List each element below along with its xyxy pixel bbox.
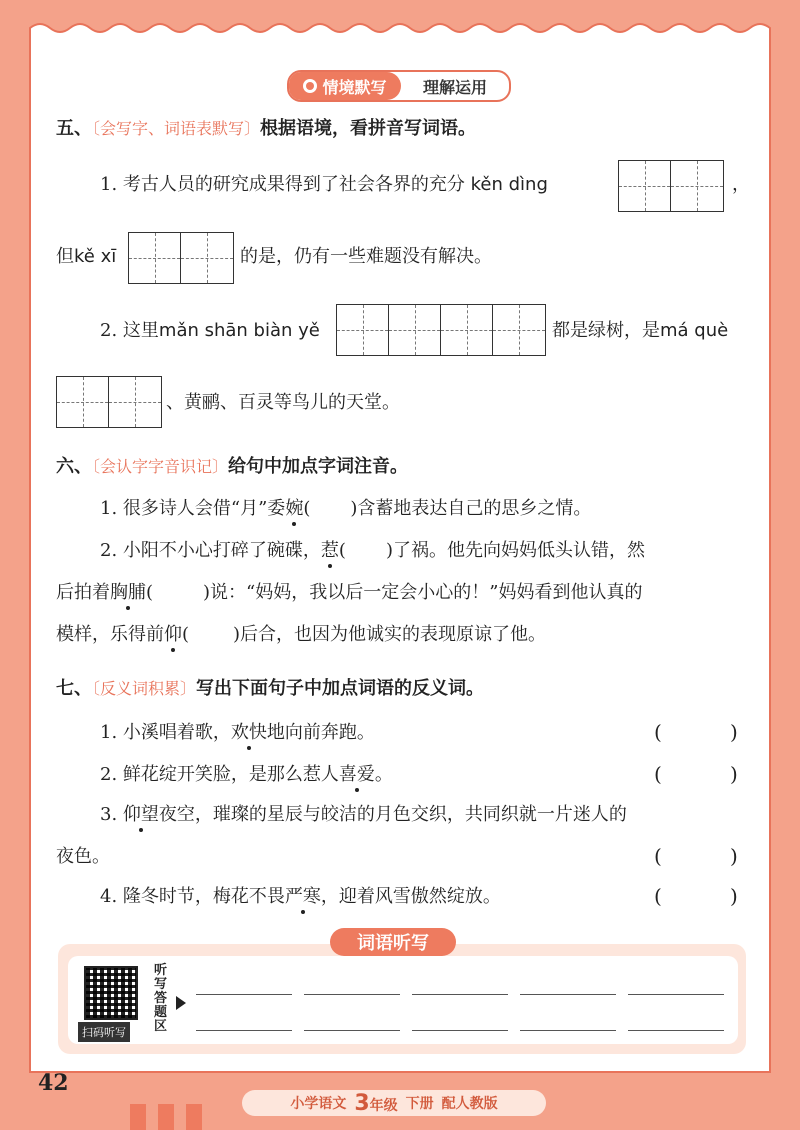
s7-q3-line1 [100, 806, 627, 824]
s6-q2-line1 [100, 542, 645, 560]
s7-q1-paren-open: ( [654, 720, 662, 744]
s7-q4-b: ，迎着风雪傲然绽放。 [320, 886, 501, 907]
dictation-line[interactable] [304, 1030, 400, 1031]
footer-volume: 下册 [405, 1096, 434, 1112]
s6-q1 [100, 500, 591, 518]
section6-tag: 〔会认字字音识记〕 [92, 457, 229, 476]
dictation-line[interactable] [304, 994, 400, 995]
s5-q2-mid [552, 322, 728, 340]
s6-q2-l3-dotted: 仰 [164, 624, 182, 645]
footer-edition: 配人教版 [441, 1096, 498, 1112]
section-header-badge [287, 70, 511, 102]
dictation-line[interactable] [196, 994, 292, 995]
s7-q1-paren-close: ) [730, 720, 738, 744]
s6-q2-l2-a: 后拍着 [56, 582, 110, 603]
dictation-inner [68, 956, 738, 1044]
s7-q1-b: 地向前奔跑。 [266, 722, 375, 743]
s5-q1-line2-prefix [56, 248, 116, 266]
s5-q2-prefix: 2. 这里 [100, 320, 159, 341]
clock-icon [303, 79, 317, 93]
s5-q1-text: 1. 考古人员的研究成果得到了社会各界的充分 [100, 174, 465, 195]
dictation-line[interactable] [412, 994, 508, 995]
dictation-line[interactable] [196, 1030, 292, 1031]
s7-q4 [100, 888, 501, 906]
section6-title: 给句中加点字词注音。 [228, 456, 409, 477]
s6-q2-c: )了祸。他先向妈妈低头认错，然 [385, 540, 645, 561]
page-number: 42 [38, 1070, 69, 1096]
s7-q1-answer-blank[interactable] [668, 720, 728, 744]
s6-q2-l3-a: 模样，乐得前 [56, 624, 164, 645]
s5-q2-line1 [100, 322, 320, 340]
s7-q3-b: 夜空，璀璨的星辰与皎洁的月色交织，共同织就一片迷人的 [158, 804, 627, 825]
s5-q2b-suffix: 、黄鹂、百灵等鸟儿的天堂。 [166, 392, 400, 413]
s6-q2-l2-open: ( [146, 582, 154, 603]
s5-q2-mid-text: 都是绿树，是 [552, 320, 660, 341]
arrow-right-icon [176, 996, 186, 1010]
s7-q1-a: 1. 小溪唱着歌， [100, 722, 231, 743]
section6-heading [56, 458, 408, 476]
s7-q3-dotted: 仰望 [122, 804, 159, 825]
section7-num: 七、 [56, 678, 92, 699]
s6-q1-a: 1. 很多诗人会借“月”委 [100, 498, 286, 519]
qr-label: 扫码听写 [78, 1022, 130, 1042]
s7-q3-a: 3. [100, 804, 123, 825]
dictation-line[interactable] [628, 994, 724, 995]
s7-q4-paren-open: ( [654, 884, 662, 908]
s5-q1b-prefix: 但 [56, 246, 74, 267]
s7-q2-a: 2. 鲜花绽开笑脸，是那么惹人 [100, 764, 339, 785]
s6-q2-line3 [56, 626, 546, 644]
dictation-title: 词语听写 [330, 928, 456, 956]
header-right-label: 理解运用 [422, 77, 487, 97]
dictation-line[interactable] [520, 994, 616, 995]
s7-q1 [100, 724, 375, 742]
header-left [289, 72, 401, 100]
section7-tag: 〔反义词积累〕 [92, 679, 197, 698]
section7-title: 写出下面句子中加点词语的反义词。 [196, 678, 485, 699]
footer-tab [130, 1104, 146, 1130]
section5-heading [56, 120, 476, 138]
section5-title: 根据语境，看拼音写词语。 [260, 118, 477, 139]
section6-num: 六、 [56, 456, 92, 477]
s5-q2b-answer-boxes[interactable] [56, 376, 162, 428]
s7-q3-line2: 夜色。 [56, 846, 110, 867]
answer-area-label: 听写答题区 [154, 963, 168, 1034]
s5-q1-comma: ， [732, 174, 750, 195]
dictation-panel [58, 944, 746, 1054]
header-left-label: 情境默写 [322, 77, 387, 97]
s7-q2-answer-blank[interactable] [668, 762, 728, 786]
s5-q1b-suffix: 的是，仍有一些难题没有解决。 [240, 246, 492, 267]
s5-q1b-pinyin: kě xī [74, 246, 117, 267]
dictation-line[interactable] [520, 1030, 616, 1031]
footer-subject: 小学语文 [290, 1096, 347, 1112]
dictation-line[interactable] [412, 1030, 508, 1031]
s7-q3-answer-blank[interactable] [668, 844, 728, 868]
footer-tab [186, 1104, 202, 1130]
footer-grade-num: 3 [354, 1090, 370, 1116]
s7-q2-dotted: 喜爱 [338, 764, 375, 785]
s5-q1-pinyin: kěn dìng [470, 174, 548, 195]
s7-q2-paren-close: ) [730, 762, 738, 786]
s6-q2-l2-c: )说：“妈妈，我以后一定会小心的！”妈妈看到他认真的 [203, 582, 643, 603]
s6-q1-c: )含蓄地表达自己的思乡之情。 [350, 498, 592, 519]
s7-q4-paren-close: ) [730, 884, 738, 908]
s5-q1b-answer-boxes[interactable] [128, 232, 234, 284]
s6-q2-line2 [56, 584, 642, 602]
s6-q2-l3-c: )后合，也因为他诚实的表现原谅了他。 [233, 624, 547, 645]
dictation-line[interactable] [628, 1030, 724, 1031]
s5-q1-answer-boxes[interactable] [618, 160, 724, 212]
s5-q2-pinyin2: má què [660, 320, 729, 341]
s5-q2-pinyin: mǎn shān biàn yě [158, 320, 320, 341]
s5-q2-answer-boxes[interactable] [336, 304, 546, 356]
s7-q2-paren-open: ( [654, 762, 662, 786]
section7-heading [56, 680, 484, 698]
s5-q1-line1 [100, 176, 548, 194]
s6-q1-open: ( [303, 498, 311, 519]
s7-q4-dotted: 严寒 [284, 886, 321, 907]
section5-num: 五、 [56, 118, 92, 139]
s6-q2-a: 2. 小阳不小心打碎了碗碟， [100, 540, 321, 561]
footer-tab [158, 1104, 174, 1130]
footer-grade: 年级 [369, 1097, 398, 1114]
s7-q1-dotted: 欢快 [230, 722, 267, 743]
footer-book-info [242, 1090, 546, 1116]
s7-q4-a: 4. 隆冬时节，梅花不畏 [100, 886, 285, 907]
s6-q2-open: ( [338, 540, 346, 561]
s6-q2-l2-dotted: 胸脯 [110, 582, 146, 603]
s6-q2-l3-open: ( [182, 624, 190, 645]
s7-q4-answer-blank[interactable] [668, 884, 728, 908]
section5-tag: 〔会写字、词语表默写〕 [92, 119, 261, 138]
s7-q3-paren-open: ( [654, 844, 662, 868]
s6-q2-dotted: 惹 [320, 540, 339, 561]
s7-q3-paren-close: ) [730, 844, 738, 868]
qr-code-icon[interactable] [84, 966, 138, 1020]
s6-q1-dotted: 婉 [285, 498, 304, 519]
s7-q2 [100, 766, 393, 784]
s7-q2-b: 。 [374, 764, 393, 785]
